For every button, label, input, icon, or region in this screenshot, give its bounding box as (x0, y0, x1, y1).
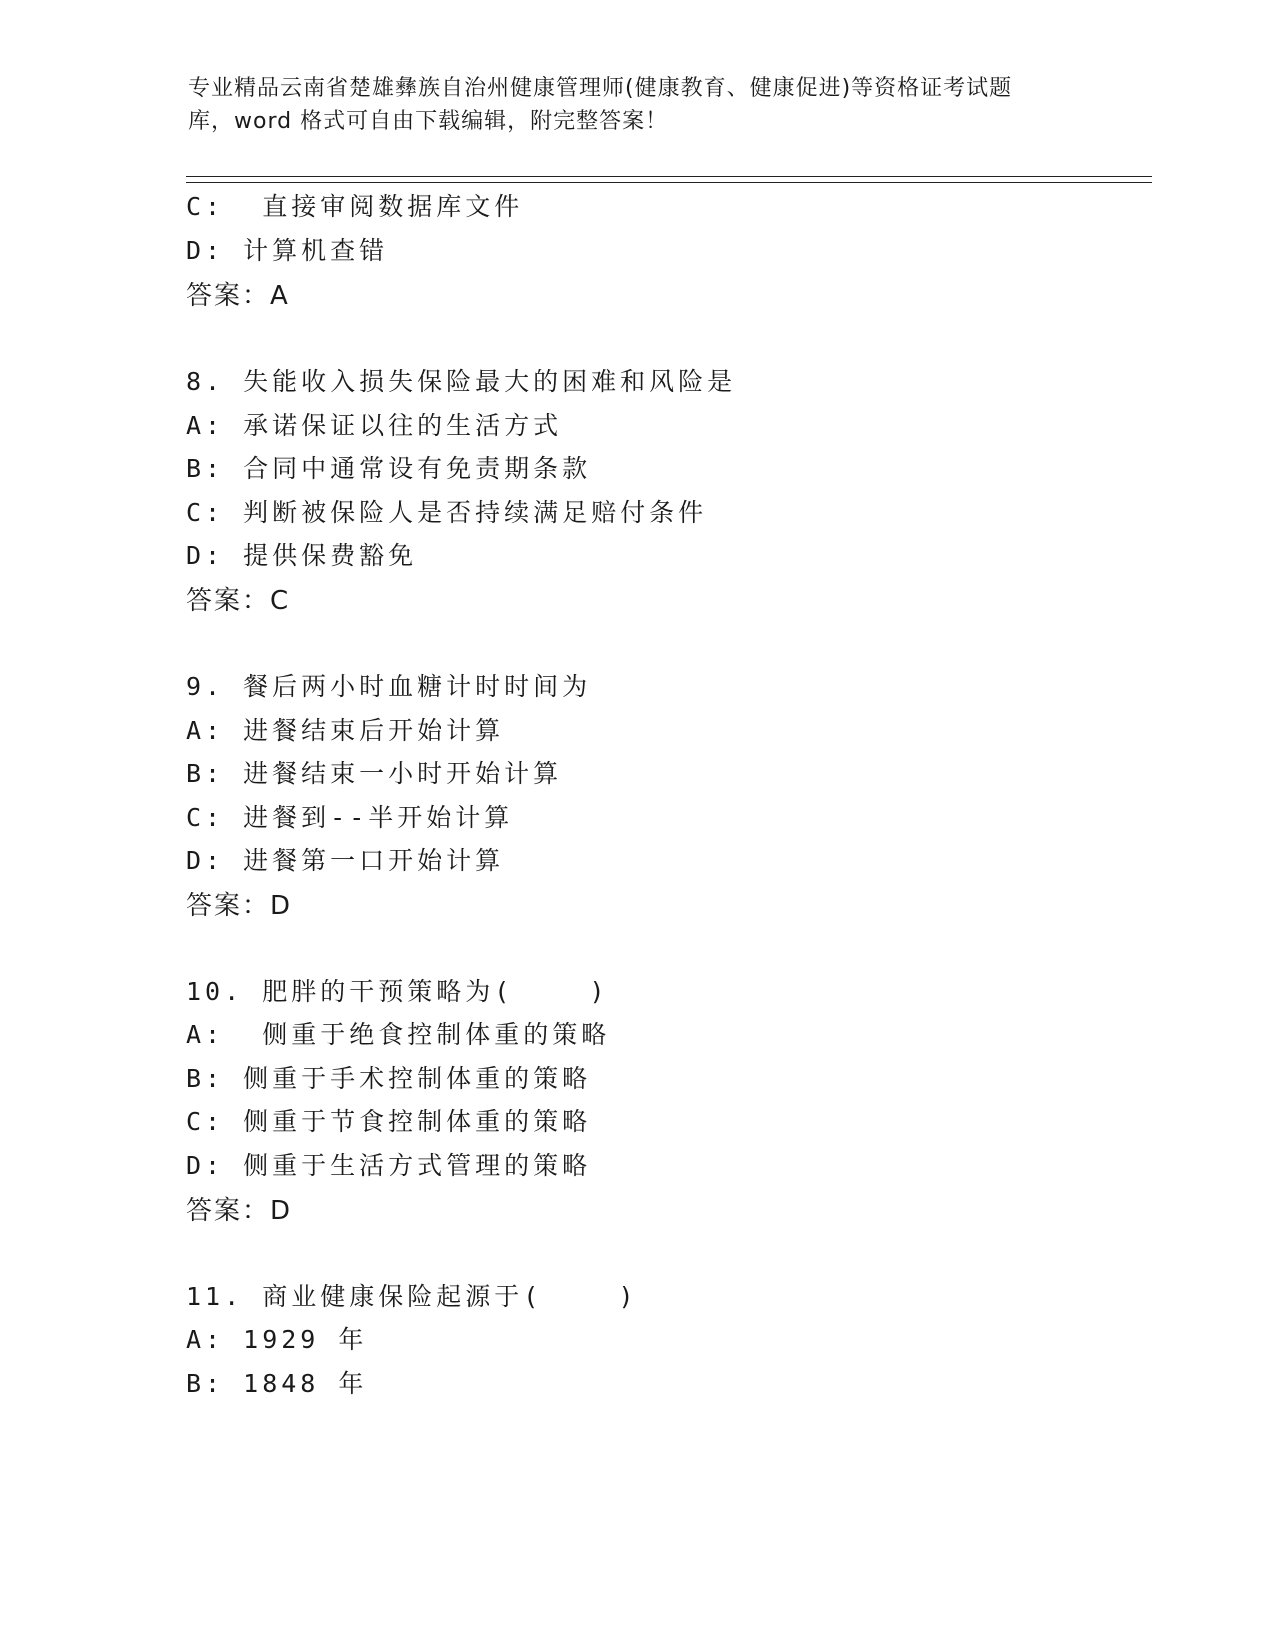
option-a: A: 侧重于绝食控制体重的策略 (186, 1020, 611, 1049)
option-a: A: 1929 年 (186, 1325, 368, 1354)
option-b: B: 进餐结束一小时开始计算 (186, 759, 563, 788)
header-divider-top (186, 176, 1152, 177)
question-10: 10. 肥胖的干预策略为( ) (186, 977, 609, 1006)
option-c: C: 直接审阅数据库文件 (186, 192, 524, 221)
answer-line: 答案：C (186, 586, 291, 616)
header-divider-bottom (186, 182, 1152, 183)
answer-line: 答案：A (186, 281, 290, 311)
option-c: C: 判断被保险人是否持续满足赔付条件 (186, 498, 708, 527)
option-d: D: 提供保费豁免 (186, 541, 418, 570)
header-line-1: 专业精品云南省楚雄彝族自治州健康管理师(健康教育、健康促进)等资格证考试题 (188, 76, 1013, 101)
option-b: B: 侧重于手术控制体重的策略 (186, 1064, 592, 1093)
option-d: D: 侧重于生活方式管理的策略 (186, 1151, 592, 1180)
option-a: A: 承诺保证以往的生活方式 (186, 411, 563, 440)
option-c: C: 进餐到--半开始计算 (186, 803, 514, 832)
option-b: B: 1848 年 (186, 1369, 368, 1398)
option-a: A: 进餐结束后开始计算 (186, 716, 505, 745)
option-d: D: 进餐第一口开始计算 (186, 846, 505, 875)
question-9: 9. 餐后两小时血糖计时时间为 (186, 672, 592, 701)
option-d: D: 计算机查错 (186, 236, 389, 265)
header-line-2: 库，word 格式可自由下载编辑，附完整答案！ (188, 109, 669, 134)
question-8: 8. 失能收入损失保险最大的困难和风险是 (186, 367, 737, 396)
document-header (188, 72, 1088, 138)
option-c: C: 侧重于节食控制体重的策略 (186, 1107, 592, 1136)
answer-line: 答案：D (186, 1196, 293, 1226)
answer-line: 答案：D (186, 891, 293, 921)
question-11: 11. 商业健康保险起源于( ) (186, 1282, 638, 1311)
option-b: B: 合同中通常设有免责期条款 (186, 454, 592, 483)
